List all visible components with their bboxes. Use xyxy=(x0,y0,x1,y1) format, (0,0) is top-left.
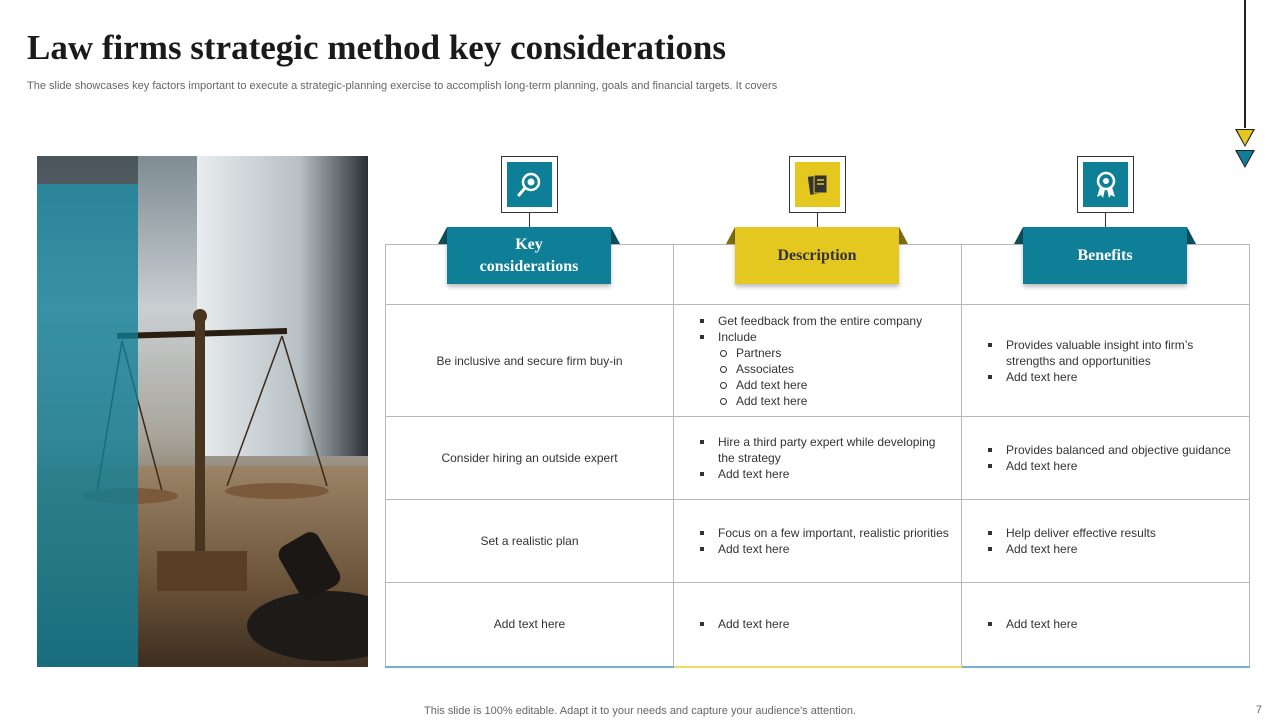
column-header-benefits: Benefits xyxy=(1023,227,1187,284)
photo-overlay-top xyxy=(37,156,138,184)
sub-list-item: Add text here xyxy=(718,377,951,393)
tab-fold-left xyxy=(1014,227,1023,244)
icon-connector xyxy=(817,213,818,228)
row-2-benefits xyxy=(962,417,1250,500)
row-1-benefits xyxy=(962,305,1250,417)
row-4-description xyxy=(674,583,962,667)
page-title: Law firms strategic method key considerations xyxy=(27,28,726,67)
tab-fold-left xyxy=(438,227,447,244)
icon-connector xyxy=(1105,213,1106,228)
row-3-key: Set a realistic plan xyxy=(386,500,674,583)
list-item: Add text here xyxy=(988,541,1239,557)
documents-icon xyxy=(795,162,840,207)
list-item: Get feedback from the entire company xyxy=(700,313,951,329)
table-row xyxy=(386,305,1250,417)
list-item: Add text here xyxy=(700,466,951,482)
row-2-key: Consider hiring an outside expert xyxy=(386,417,674,500)
column-header-description: Description xyxy=(735,227,899,284)
row-1-description xyxy=(674,305,962,417)
page-number: 7 xyxy=(1255,704,1262,716)
decorative-triangle-yellow xyxy=(1235,129,1255,147)
list-item: Add text here xyxy=(988,369,1239,385)
photo-teal-overlay xyxy=(37,184,138,667)
award-badge-icon xyxy=(1083,162,1128,207)
page-subtitle: The slide showcases key factors important to execute a strategic-planning exercise to accomplish long-term planning, goals and financial targets. It covers xyxy=(27,80,778,92)
list-item: Hire a third party expert while developing the strategy xyxy=(700,434,951,466)
description-icon-box xyxy=(789,156,846,213)
list-item: Add text here xyxy=(988,458,1239,474)
decorative-triangle-blue xyxy=(1235,150,1255,168)
row-3-description xyxy=(674,500,962,583)
list-item: Focus on a few important, realistic priorities xyxy=(700,525,951,541)
decorative-line xyxy=(1244,0,1246,128)
list-item: Include Partners Associates Add text here Add text here xyxy=(700,329,951,409)
list-item: Add text here xyxy=(988,616,1239,632)
row-4-key: Add text here xyxy=(386,583,674,667)
tab-fold-right xyxy=(899,227,908,244)
column-header-key-considerations: Key considerations xyxy=(447,227,611,284)
key-considerations-icon-box xyxy=(501,156,558,213)
row-4-benefits xyxy=(962,583,1250,667)
sub-list-item: Add text here xyxy=(718,393,951,409)
considerations-table xyxy=(385,244,1250,666)
table-row xyxy=(386,583,1250,667)
table-row xyxy=(386,417,1250,500)
sub-list-item: Partners xyxy=(718,345,951,361)
list-item: Help deliver effective results xyxy=(988,525,1239,541)
tab-fold-right xyxy=(1187,227,1196,244)
benefits-icon-box xyxy=(1077,156,1134,213)
list-item: Provides valuable insight into firm’s strengths and opportunities xyxy=(988,337,1239,369)
sub-list-item: Associates xyxy=(718,361,951,377)
lightbulb-search-icon xyxy=(507,162,552,207)
row-2-description xyxy=(674,417,962,500)
tab-fold-left xyxy=(726,227,735,244)
footer-note: This slide is 100% editable. Adapt it to your needs and capture your audience's attention. xyxy=(424,705,856,717)
tab-fold-right xyxy=(611,227,620,244)
table-row xyxy=(386,500,1250,583)
icon-connector xyxy=(529,213,530,228)
list-item: Provides balanced and objective guidance xyxy=(988,442,1239,458)
row-1-key: Be inclusive and secure firm buy-in xyxy=(386,305,674,417)
scales-of-justice-photo xyxy=(37,156,368,667)
list-item: Add text here xyxy=(700,541,951,557)
row-3-benefits xyxy=(962,500,1250,583)
list-item: Add text here xyxy=(700,616,951,632)
